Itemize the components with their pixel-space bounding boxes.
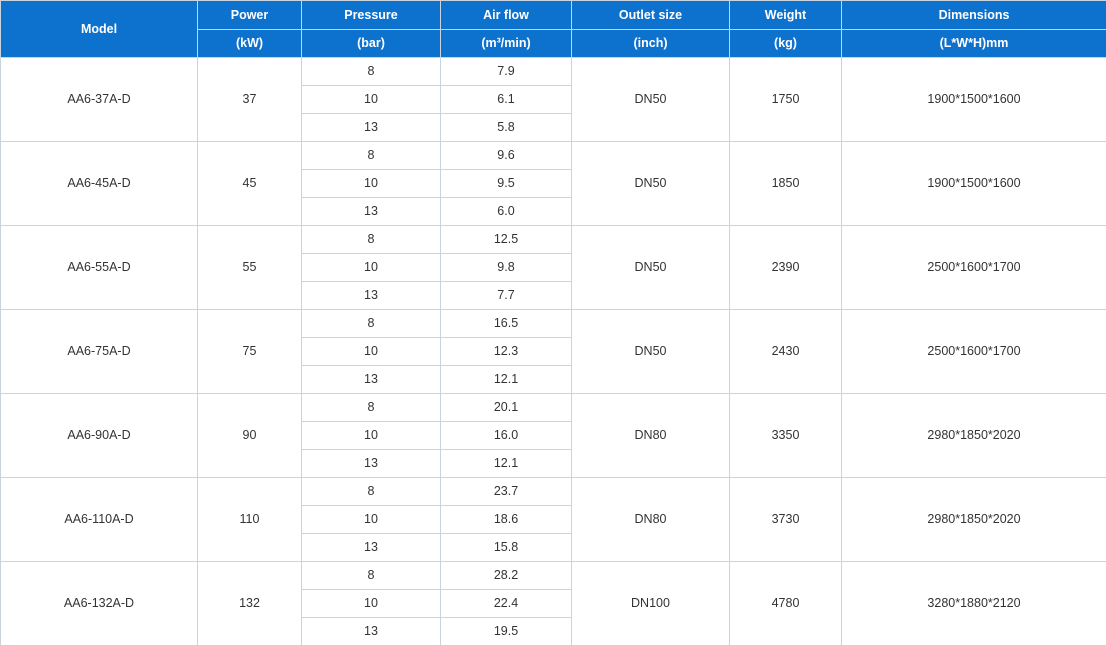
cell-weight: 2390 bbox=[730, 226, 842, 310]
cell-weight: 1750 bbox=[730, 58, 842, 142]
cell-outlet-size: DN80 bbox=[572, 478, 730, 562]
cell-pressure: 10 bbox=[302, 422, 441, 450]
cell-dimensions: 2980*1850*2020 bbox=[842, 478, 1106, 562]
cell-pressure: 10 bbox=[302, 170, 441, 198]
cell-outlet-size: DN50 bbox=[572, 142, 730, 226]
column-header-pressure: Pressure bbox=[302, 1, 441, 30]
column-unit-airflow: (m³/min) bbox=[441, 30, 572, 58]
cell-model: AA6-45A-D bbox=[1, 142, 198, 226]
table-row bbox=[1, 310, 1106, 338]
cell-model: AA6-90A-D bbox=[1, 394, 198, 478]
cell-air-flow: 9.8 bbox=[441, 254, 572, 282]
cell-pressure: 8 bbox=[302, 562, 441, 590]
cell-weight: 1850 bbox=[730, 142, 842, 226]
cell-power: 37 bbox=[198, 58, 302, 142]
cell-weight: 4780 bbox=[730, 562, 842, 646]
cell-air-flow: 12.1 bbox=[441, 450, 572, 478]
column-header-power: Power bbox=[198, 1, 302, 30]
cell-pressure: 10 bbox=[302, 506, 441, 534]
cell-air-flow: 9.5 bbox=[441, 170, 572, 198]
cell-air-flow: 16.5 bbox=[441, 310, 572, 338]
cell-model: AA6-37A-D bbox=[1, 58, 198, 142]
cell-pressure: 8 bbox=[302, 226, 441, 254]
cell-air-flow: 12.3 bbox=[441, 338, 572, 366]
cell-pressure: 8 bbox=[302, 478, 441, 506]
column-header-weight: Weight bbox=[730, 1, 842, 30]
cell-outlet-size: DN80 bbox=[572, 394, 730, 478]
cell-pressure: 10 bbox=[302, 590, 441, 618]
cell-dimensions: 1900*1500*1600 bbox=[842, 142, 1106, 226]
cell-air-flow: 6.0 bbox=[441, 198, 572, 226]
cell-outlet-size: DN50 bbox=[572, 310, 730, 394]
cell-dimensions: 2500*1600*1700 bbox=[842, 226, 1106, 310]
cell-power: 75 bbox=[198, 310, 302, 394]
cell-air-flow: 28.2 bbox=[441, 562, 572, 590]
cell-pressure: 8 bbox=[302, 58, 441, 86]
cell-air-flow: 6.1 bbox=[441, 86, 572, 114]
cell-outlet-size: DN100 bbox=[572, 562, 730, 646]
column-unit-pressure: (bar) bbox=[302, 30, 441, 58]
cell-weight: 2430 bbox=[730, 310, 842, 394]
cell-pressure: 13 bbox=[302, 114, 441, 142]
cell-pressure: 10 bbox=[302, 86, 441, 114]
cell-pressure: 13 bbox=[302, 198, 441, 226]
column-unit-dimensions: (L*W*H)mm bbox=[842, 30, 1106, 58]
cell-air-flow: 23.7 bbox=[441, 478, 572, 506]
cell-dimensions: 1900*1500*1600 bbox=[842, 58, 1106, 142]
column-header-outlet-size: Outlet size bbox=[572, 1, 730, 30]
table-row bbox=[1, 226, 1106, 254]
cell-pressure: 13 bbox=[302, 534, 441, 562]
cell-air-flow: 20.1 bbox=[441, 394, 572, 422]
table-row bbox=[1, 142, 1106, 170]
cell-power: 132 bbox=[198, 562, 302, 646]
cell-pressure: 8 bbox=[302, 310, 441, 338]
cell-pressure: 10 bbox=[302, 338, 441, 366]
cell-model: AA6-55A-D bbox=[1, 226, 198, 310]
table-row bbox=[1, 394, 1106, 422]
cell-pressure: 10 bbox=[302, 254, 441, 282]
cell-power: 45 bbox=[198, 142, 302, 226]
cell-air-flow: 5.8 bbox=[441, 114, 572, 142]
column-header-airflow: Air flow bbox=[441, 1, 572, 30]
cell-air-flow: 22.4 bbox=[441, 590, 572, 618]
cell-pressure: 13 bbox=[302, 366, 441, 394]
cell-weight: 3730 bbox=[730, 478, 842, 562]
table-row bbox=[1, 478, 1106, 506]
cell-air-flow: 16.0 bbox=[441, 422, 572, 450]
table-body bbox=[1, 58, 1106, 646]
cell-air-flow: 7.7 bbox=[441, 282, 572, 310]
cell-model: AA6-132A-D bbox=[1, 562, 198, 646]
table-row bbox=[1, 58, 1106, 86]
cell-power: 90 bbox=[198, 394, 302, 478]
table-row bbox=[1, 562, 1106, 590]
column-header-dimensions: Dimensions bbox=[842, 1, 1106, 30]
cell-power: 55 bbox=[198, 226, 302, 310]
cell-dimensions: 3280*1880*2120 bbox=[842, 562, 1106, 646]
cell-dimensions: 2500*1600*1700 bbox=[842, 310, 1106, 394]
cell-air-flow: 12.1 bbox=[441, 366, 572, 394]
cell-pressure: 13 bbox=[302, 450, 441, 478]
column-header-model: Model bbox=[1, 1, 198, 58]
cell-power: 110 bbox=[198, 478, 302, 562]
cell-air-flow: 9.6 bbox=[441, 142, 572, 170]
cell-model: AA6-75A-D bbox=[1, 310, 198, 394]
cell-pressure: 13 bbox=[302, 618, 441, 646]
header-row-titles bbox=[1, 1, 1106, 30]
cell-air-flow: 12.5 bbox=[441, 226, 572, 254]
cell-air-flow: 7.9 bbox=[441, 58, 572, 86]
cell-outlet-size: DN50 bbox=[572, 58, 730, 142]
cell-air-flow: 15.8 bbox=[441, 534, 572, 562]
table-header bbox=[1, 1, 1106, 58]
cell-outlet-size: DN50 bbox=[572, 226, 730, 310]
cell-pressure: 8 bbox=[302, 394, 441, 422]
cell-air-flow: 19.5 bbox=[441, 618, 572, 646]
column-unit-outlet-size: (inch) bbox=[572, 30, 730, 58]
cell-dimensions: 2980*1850*2020 bbox=[842, 394, 1106, 478]
cell-pressure: 8 bbox=[302, 142, 441, 170]
cell-pressure: 13 bbox=[302, 282, 441, 310]
cell-weight: 3350 bbox=[730, 394, 842, 478]
cell-model: AA6-110A-D bbox=[1, 478, 198, 562]
column-unit-power: (kW) bbox=[198, 30, 302, 58]
cell-air-flow: 18.6 bbox=[441, 506, 572, 534]
column-unit-weight: (kg) bbox=[730, 30, 842, 58]
